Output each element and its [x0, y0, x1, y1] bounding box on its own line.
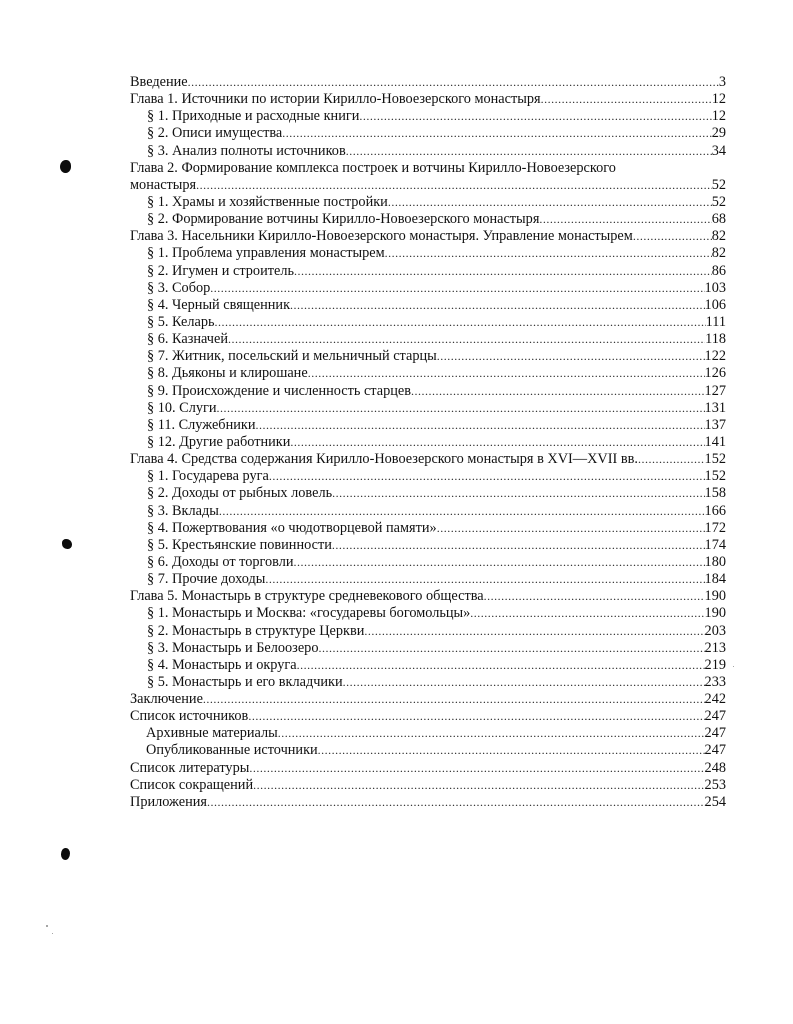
toc-entry-title: Заключение [130, 691, 203, 708]
toc-entry-title: § 12. Другие работники [147, 433, 291, 450]
toc-entry-ch2-s2[interactable] [130, 211, 726, 228]
toc-entry-page: 82 [711, 228, 726, 245]
toc-entry-ch4-s4[interactable] [130, 520, 726, 537]
toc-entry-page: 29 [711, 125, 726, 142]
toc-entry-page: 12 [711, 91, 726, 108]
toc-entry-abbreviations[interactable] [130, 777, 726, 794]
toc-entry-title: Глава 3. Насельники Кирилло-Новоезерского монастыря. Управление монастырем [130, 228, 633, 245]
toc-entry-title: § 11. Служебники [147, 416, 256, 433]
toc-entry-chapter-4[interactable] [130, 451, 726, 468]
toc-entry-title: § 2. Описи имущества [147, 125, 283, 142]
toc-entry-title: § 3. Собор [147, 279, 211, 296]
toc-entry-title: § 5. Монастырь и его вкладчики [147, 673, 343, 690]
toc-entry-ch4-s2[interactable] [130, 485, 726, 502]
toc-entry-title: § 7. Житник, посельский и мельничный старцы [147, 348, 437, 365]
scan-blot-top [60, 160, 71, 173]
toc-entry-page: 203 [704, 622, 726, 639]
toc-entry-title: Глава 1. Источники по истории Кирилло-Новоезерского монастыря [130, 91, 541, 108]
toc-entry-title: § 2. Формирование вотчины Кирилло-Новоезерского монастыря [147, 211, 540, 228]
toc-entry-archival-materials[interactable] [130, 725, 726, 742]
toc-entry-ch4-s3[interactable] [130, 503, 726, 520]
toc-entry-ch5-s5[interactable] [130, 674, 726, 691]
toc-entry-page: 103 [704, 279, 726, 296]
toc-entry-page: 34 [711, 142, 726, 159]
toc-entry-title: § 5. Келарь [147, 313, 215, 330]
toc-entry-page: 233 [704, 673, 726, 690]
toc-entry-page: 52 [711, 176, 726, 193]
toc-entry-title: Глава 4. Средства содержания Кирилло-Новоезерского монастыря в XVI—XVII вв. [130, 451, 638, 468]
toc-entry-title: § 1. Приходные и расходные книги [147, 108, 360, 125]
toc-entry-ch1-s2[interactable] [130, 125, 726, 142]
toc-entry-page: 118 [705, 331, 726, 348]
toc-entry-title: Глава 2. Формирование комплекса построек и вотчины Кирилло-Новоезерского [130, 159, 616, 176]
toc-entry-ch5-s1[interactable] [130, 605, 726, 622]
toc-entry-title: § 1. Государева руга [147, 468, 269, 485]
toc-entry-page: 106 [704, 296, 726, 313]
toc-entry-page: 122 [704, 348, 726, 365]
toc-entry-ch3-s5[interactable] [130, 314, 726, 331]
toc-entry-ch1-s3[interactable] [130, 143, 726, 160]
toc-entry-title-continued: монастыря [130, 176, 197, 193]
toc-entry-title: Список литературы [130, 759, 250, 776]
toc-entry-ch4-s6[interactable] [130, 554, 726, 571]
scan-speck [733, 666, 734, 667]
toc-entry-chapter-2[interactable] [130, 160, 726, 177]
toc-entry-page: 137 [704, 416, 726, 433]
toc-entry-ch5-s4[interactable] [130, 657, 726, 674]
toc-entry-title: § 7. Прочие доходы [147, 571, 266, 588]
table-of-contents [130, 74, 726, 811]
toc-entry-published-sources[interactable] [130, 742, 726, 759]
toc-entry-page: 254 [704, 793, 726, 810]
toc-entry-page: 111 [705, 313, 726, 330]
toc-entry-title: § 2. Игумен и строитель [147, 262, 294, 279]
toc-entry-chapter-2-cont[interactable] [130, 177, 726, 194]
toc-entry-page: 126 [704, 365, 726, 382]
toc-entry-page: 3 [718, 74, 726, 90]
toc-entry-conclusion[interactable] [130, 691, 726, 708]
toc-entry-page: 213 [704, 639, 726, 656]
toc-entry-ch1-s1[interactable] [130, 108, 726, 125]
toc-entry-page: 180 [704, 553, 726, 570]
toc-entry-title: § 3. Монастырь и Белоозеро [147, 639, 319, 656]
toc-entry-title: § 4. Монастырь и округа [147, 656, 297, 673]
toc-entry-page: 247 [704, 742, 726, 759]
toc-entry-page: 184 [704, 571, 726, 588]
scan-blot-bottom [61, 848, 70, 860]
toc-entry-ch3-s2[interactable] [130, 263, 726, 280]
toc-entry-page: 190 [704, 605, 726, 622]
toc-entry-page: 242 [704, 691, 726, 708]
toc-entry-appendices[interactable] [130, 794, 726, 811]
toc-entry-ch4-s5[interactable] [130, 537, 726, 554]
scan-speck [46, 925, 48, 927]
toc-entry-chapter-1[interactable] [130, 91, 726, 108]
toc-entry-page: 247 [704, 725, 726, 742]
toc-entry-page: 52 [711, 193, 726, 210]
toc-entry-ch3-s6[interactable] [130, 331, 726, 348]
toc-entry-title: § 4. Черный священник [147, 296, 291, 313]
toc-entry-page: 68 [711, 211, 726, 228]
toc-entry-title: Опубликованные источники [146, 742, 318, 759]
toc-entry-title: Приложения [130, 793, 207, 810]
toc-entry-ch4-s1[interactable] [130, 468, 726, 485]
toc-entry-page: 247 [704, 708, 726, 725]
toc-entry-title: § 1. Монастырь и Москва: «государевы богомольцы» [147, 605, 471, 622]
toc-entry-page: 82 [711, 245, 726, 262]
toc-entry-page: 219 [704, 656, 726, 673]
scan-speck [52, 933, 53, 934]
toc-entry-page: 248 [704, 759, 726, 776]
toc-entry-page: 127 [704, 382, 726, 399]
toc-entry-page: 190 [704, 588, 726, 605]
toc-entry-title: § 2. Монастырь в структуре Церкви [147, 622, 365, 639]
toc-entry-chapter-3[interactable] [130, 228, 726, 245]
toc-entry-title: Введение [130, 74, 188, 90]
toc-entry-ch4-s7[interactable] [130, 571, 726, 588]
toc-entry-ch5-s3[interactable] [130, 640, 726, 657]
toc-entry-ch3-s7[interactable] [130, 348, 726, 365]
toc-entry-title: § 1. Храмы и хозяйственные постройки [147, 193, 388, 210]
toc-entry-title: § 9. Происхождение и численность старцев [147, 382, 411, 399]
toc-entry-title: Список источников [130, 708, 249, 725]
toc-entry-literature[interactable] [130, 760, 726, 777]
toc-entry-title: § 10. Слуги [147, 399, 217, 416]
toc-entry-title: Архивные материалы [146, 725, 278, 742]
toc-entry-ch5-s2[interactable] [130, 623, 726, 640]
toc-entry-title: § 3. Вклады [147, 502, 219, 519]
toc-entry-title: Список сокращений [130, 776, 254, 793]
toc-entry-page: 172 [704, 519, 726, 536]
toc-entry-chapter-5[interactable] [130, 588, 726, 605]
scan-blot-middle [62, 539, 72, 549]
toc-entry-page: 152 [704, 451, 726, 468]
toc-entry-page: 131 [704, 399, 726, 416]
toc-entry-ch3-s4[interactable] [130, 297, 726, 314]
toc-entry-title: § 6. Доходы от торговли [147, 553, 294, 570]
toc-entry-title: § 4. Пожертвования «о чюдотворцевой памяти» [147, 519, 437, 536]
toc-entry-ch3-s11[interactable] [130, 417, 726, 434]
toc-entry-ch2-s1[interactable] [130, 194, 726, 211]
toc-entry-ch3-s10[interactable] [130, 400, 726, 417]
toc-entry-title: Глава 5. Монастырь в структуре средневекового общества [130, 588, 484, 605]
toc-entry-page: 166 [704, 502, 726, 519]
toc-entry-title: § 2. Доходы от рыбных ловель [147, 485, 333, 502]
toc-entry-introduction[interactable] [130, 74, 726, 91]
toc-entry-page: 174 [704, 536, 726, 553]
toc-entry-title: § 5. Крестьянские повинности [147, 536, 332, 553]
toc-entry-page: 12 [711, 108, 726, 125]
toc-entry-ch3-s9[interactable] [130, 383, 726, 400]
toc-entry-sources[interactable] [130, 708, 726, 725]
toc-entry-page: 253 [704, 776, 726, 793]
toc-entry-title: § 8. Дьяконы и клирошане [147, 365, 308, 382]
toc-entry-ch3-s12[interactable] [130, 434, 726, 451]
toc-entry-page: 141 [704, 433, 726, 450]
toc-entry-page: 152 [704, 468, 726, 485]
toc-entry-page: 86 [711, 262, 726, 279]
toc-entry-ch3-s1[interactable] [130, 245, 726, 262]
toc-entry-ch3-s3[interactable] [130, 280, 726, 297]
toc-entry-title: § 3. Анализ полноты источников [147, 142, 346, 159]
toc-entry-title: § 1. Проблема управления монастырем [147, 245, 385, 262]
toc-entry-page: 158 [704, 485, 726, 502]
toc-entry-ch3-s8[interactable] [130, 365, 726, 382]
toc-entry-title: § 6. Казначей [147, 331, 228, 348]
